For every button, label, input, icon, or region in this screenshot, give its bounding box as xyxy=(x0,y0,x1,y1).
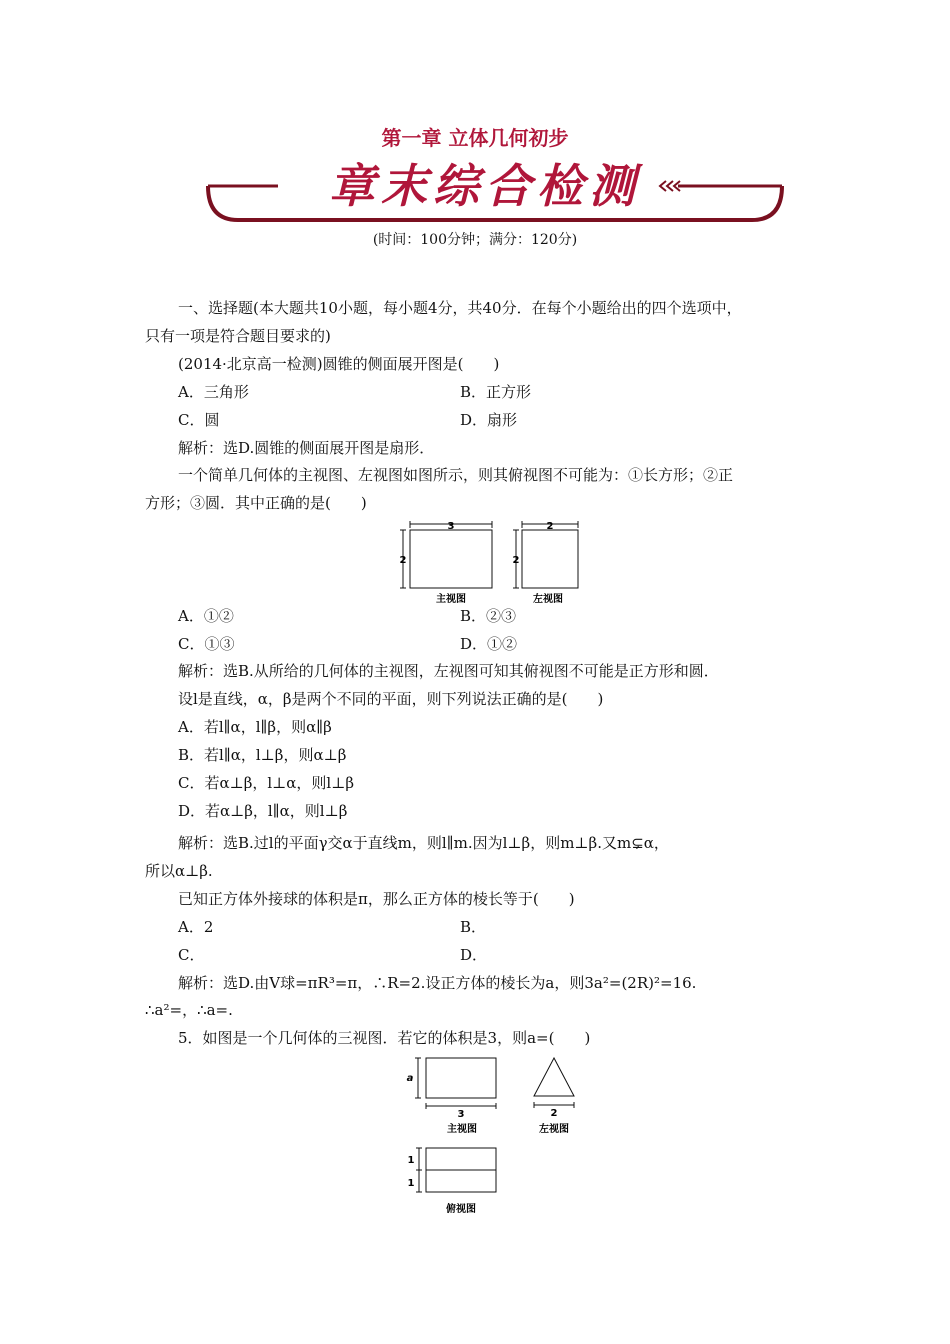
q2-figure xyxy=(398,520,588,608)
q5-top-caption: 俯视图 xyxy=(446,1204,476,1215)
q3-stem: 设l是直线，α，β是两个不同的平面，则下列说法正确的是( ) xyxy=(178,690,604,708)
time-info: (时间：100分钟；满分：120分) xyxy=(372,232,578,248)
q4-option-a: A．2 xyxy=(178,918,214,936)
q5-side-width: 2 xyxy=(550,1108,558,1119)
q2-option-b: B．②③ xyxy=(460,607,517,625)
q1-option-a: A．三角形 xyxy=(178,383,249,401)
q3-option-a: A．若l∥α，l∥β，则α∥β xyxy=(178,718,332,736)
q5-top-height-1: 1 xyxy=(407,1155,415,1166)
q2-side-height: 2 xyxy=(512,555,520,566)
q1-stem: (2014·北京高一检测)圆锥的侧面展开图是( ) xyxy=(178,355,500,373)
section-heading-cont: 只有一项是符合题目要求的) xyxy=(145,327,331,345)
q2-option-d: D．①② xyxy=(460,635,518,653)
section-heading: 一、选择题(本大题共10小题，每小题4分，共40分．在每个小题给出的四个选项中， xyxy=(178,299,742,317)
q4-solution-cont: ∴a²=，∴a=. xyxy=(145,1001,233,1019)
q1-option-c: C．圆 xyxy=(178,411,220,429)
q1-option-b: B．正方形 xyxy=(460,383,532,401)
q2-main-caption: 主视图 xyxy=(436,594,466,605)
q2-option-c: C．①③ xyxy=(178,635,235,653)
q2-stem-cont: 方形；③圆．其中正确的是( ) xyxy=(145,494,367,512)
q2-side-width: 2 xyxy=(546,521,554,532)
q4-solution: 解析：选D.由V球=πR³=π，∴R=2.设正方体的棱长为a，则3a²=(2R)²=16. xyxy=(178,974,697,992)
q2-solution: 解析：选B.从所给的几何体的主视图，左视图可知其俯视图不可能是正方形和圆． xyxy=(178,662,719,680)
q4-option-d: D． xyxy=(460,946,488,964)
q2-stem: 一个简单几何体的主视图、左视图如图所示，则其俯视图不可能为：①长方形；②正 xyxy=(178,466,734,484)
q3-option-b: B．若l∥α，l⊥β，则α⊥β xyxy=(178,746,347,764)
q4-option-c: C． xyxy=(178,946,205,964)
banner-title: 章末综合检测 xyxy=(329,159,641,213)
q3-solution: 解析：选B.过l的平面γ交α于直线m，则l∥m.因为l⊥β，则m⊥β.又m⊊α， xyxy=(178,834,669,852)
q5-stem: 5．如图是一个几何体的三视图．若它的体积是3，则a=( ) xyxy=(178,1029,591,1047)
q2-main-height: 2 xyxy=(399,555,407,566)
q2-main-width: 3 xyxy=(447,521,455,532)
q4-option-b: B． xyxy=(460,918,487,936)
q5-figure xyxy=(402,1052,592,1220)
q5-side-caption: 左视图 xyxy=(539,1124,569,1135)
q1-option-d: D．扇形 xyxy=(460,411,518,429)
q3-option-d: D．若α⊥β，l∥α，则l⊥β xyxy=(178,802,348,820)
q5-main-height: a xyxy=(406,1073,414,1084)
q3-solution-cont: 所以α⊥β. xyxy=(145,862,213,880)
q5-top-height-2: 1 xyxy=(407,1178,415,1189)
q2-option-a: A．①② xyxy=(178,607,234,625)
q3-option-c: C．若α⊥β，l⊥α，则l⊥β xyxy=(178,774,354,792)
chapter-title: 第一章 立体几何初步 xyxy=(381,126,569,150)
q1-solution: 解析：选D.圆锥的侧面展开图是扇形． xyxy=(178,439,435,457)
q4-stem: 已知正方体外接球的体积是π，那么正方体的棱长等于( ) xyxy=(178,890,575,908)
q2-side-caption: 左视图 xyxy=(533,594,563,605)
q5-main-caption: 主视图 xyxy=(447,1124,477,1135)
q5-main-width: 3 xyxy=(457,1109,465,1120)
